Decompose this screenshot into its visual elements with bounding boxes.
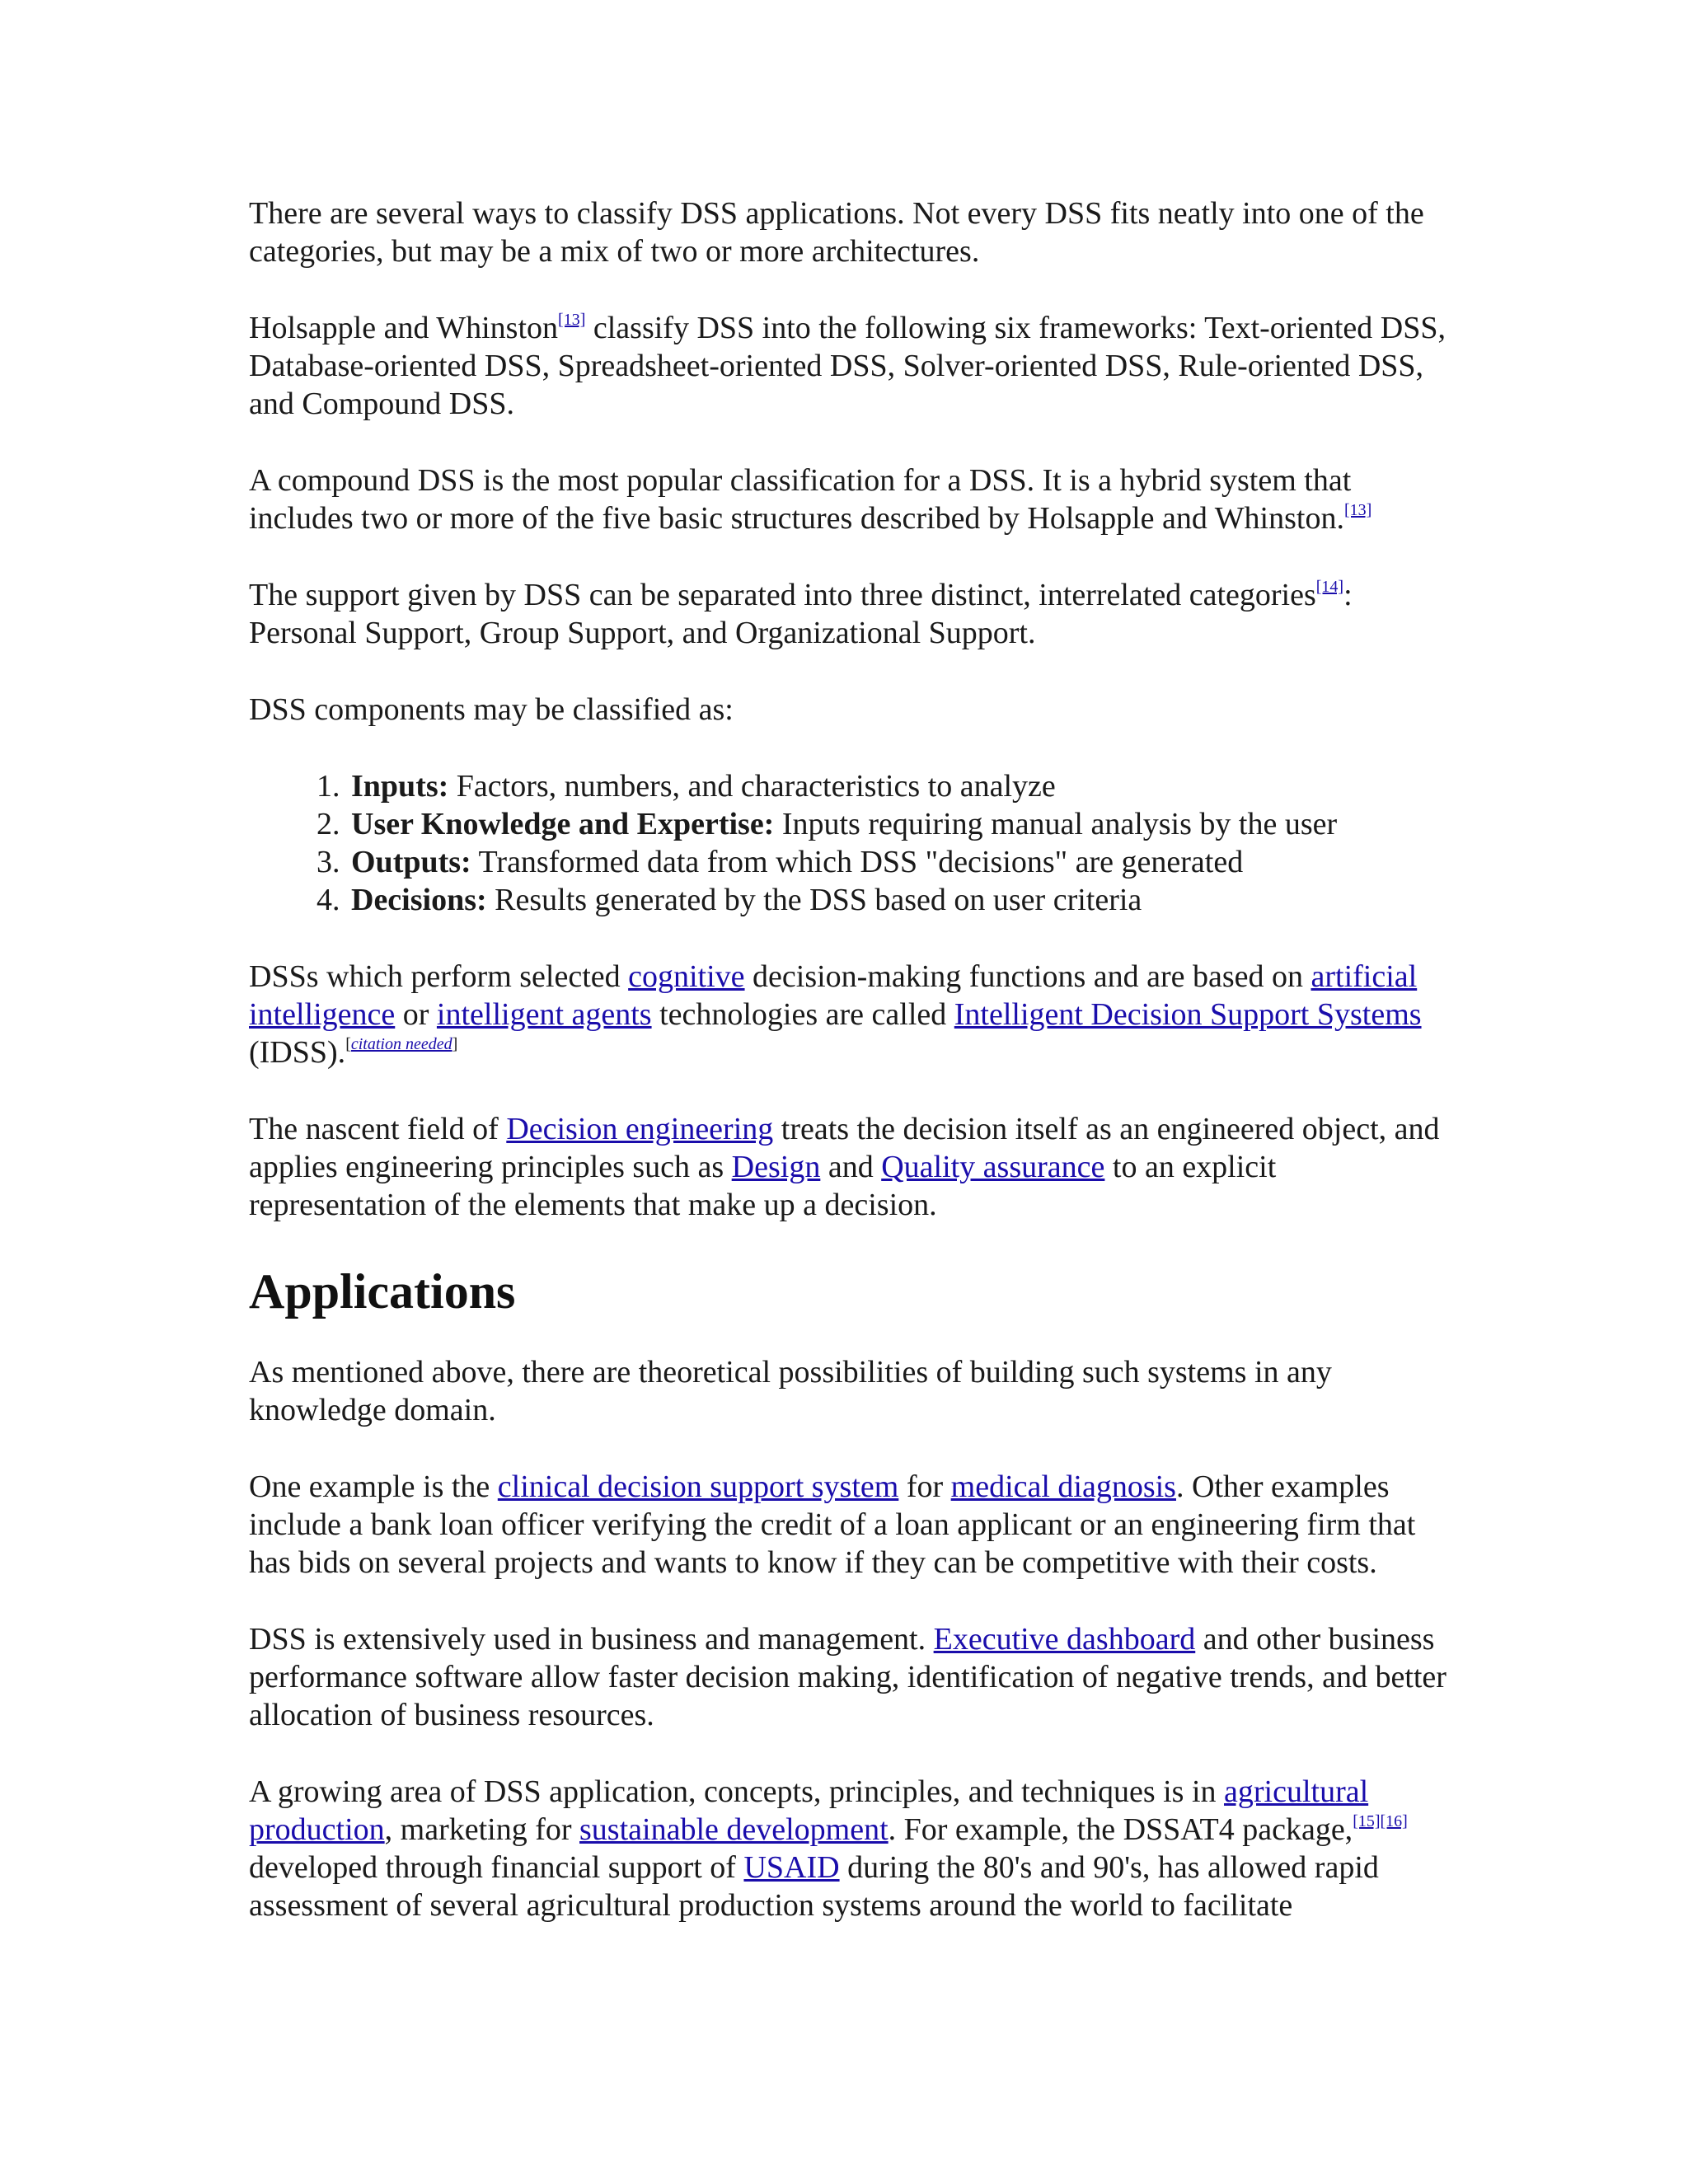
paragraph-frameworks [249,309,1452,423]
citation-ref-16[interactable] [1381,1812,1408,1830]
citation-bracket-open: [ [345,1035,351,1053]
paragraph-text: for [898,1469,951,1504]
paragraph-text: DSS components may be classified as: [249,692,734,727]
citation-bracket-close: ] [452,1035,458,1053]
paragraph-text: developed through financial support of [249,1850,744,1885]
paragraph-text: (IDSS). [249,1035,346,1070]
list-item [348,843,1452,881]
paragraph-text: during the 80's and 90's, has allowed rapid assessment of several agricultural production systems around the world to facilitate [249,1850,1379,1923]
paragraph-text: The nascent field of [249,1112,507,1146]
paragraph-text: : Personal Support, Group Support, and Organizational Support. [249,578,1353,650]
paragraph-clinical-example [249,1468,1452,1582]
list-item [348,881,1452,919]
paragraph-text: One example is the [249,1469,498,1504]
paragraph-decision-engineering [249,1110,1452,1224]
paragraph-text: The support given by DSS can be separated into three distinct, interrelated categories [249,578,1316,612]
paragraph-text: A growing area of DSS application, concepts, principles, and techniques is in [249,1774,1225,1809]
citation-ref-13[interactable] [1344,501,1372,519]
link-cognitive[interactable]: cognitive [628,959,745,994]
link-medical-diagnosis[interactable]: medical diagnosis [950,1469,1176,1504]
paragraph-agriculture [249,1773,1452,1924]
link-usaid[interactable]: USAID [743,1850,840,1885]
list-item-desc: Factors, numbers, and characteristics to analyze [448,769,1056,804]
paragraph-text: As mentioned above, there are theoretical possibilities of building such systems in any knowledge domain. [249,1355,1332,1427]
paragraph-text: technologies are called [651,997,954,1032]
link-clinical-decision-support-system[interactable]: clinical decision support system [497,1469,899,1504]
link-executive-dashboard[interactable]: Executive dashboard [933,1622,1196,1657]
paragraph-idss [249,958,1452,1071]
citation-ref-14[interactable] [1316,578,1343,596]
section-heading-applications: Applications [249,1264,516,1319]
list-item-desc: Inputs requiring manual analysis by the user [774,807,1338,841]
paragraph-text: to an explicit representation of the elements that make up a decision. [249,1150,1277,1222]
citation-link[interactable]: [15] [1353,1812,1381,1830]
paragraph-text: Holsapple and Whinston [249,311,559,345]
list-item-term: User Knowledge and Expertise: [351,807,775,841]
citation-ref-13[interactable] [558,311,585,329]
paragraph-text: A compound DSS is the most popular classification for a DSS. It is a hybrid system that includes two or more of the five basic structures described by Holsapple and Whinston. [249,463,1352,536]
citation-needed-link[interactable]: citation needed [350,1035,452,1053]
list-item [348,805,1452,843]
paragraph-text: treats the decision itself as an engineered object, and applies engineering principles such as [249,1112,1440,1184]
paragraph-text: . Other examples include a bank loan officer verifying the credit of a loan applicant or an engineering firm that has bids on several projects and wants to know if they can be competitive with their costs. [249,1469,1416,1580]
paragraph-text: classify DSS into the following six frameworks: Text-oriented DSS, Database-oriented DSS, Spreadsheet-oriented DSS, Solver-oriented DSS, Rule-oriented DSS, and Compound DSS. [249,311,1447,421]
paragraph-text: . For example, the DSSAT4 package, [888,1812,1353,1847]
link-sustainable-development[interactable]: sustainable development [579,1812,889,1847]
list-item-term: Decisions: [351,883,487,917]
list-item [348,767,1452,805]
list-item-desc: Transformed data from which DSS "decisions" are generated [471,845,1244,879]
link-intelligent-agents[interactable]: intelligent agents [436,997,652,1032]
list-item-term: Outputs: [351,845,471,879]
paragraph-text: and other business performance software allow faster decision making, identification of negative trends, and better allocation of business resources. [249,1622,1447,1732]
paragraph-classification-intro [249,194,1452,270]
citation-link[interactable]: [13] [1343,501,1372,519]
link-intelligent-decision-support-systems[interactable]: Intelligent Decision Support Systems [954,997,1422,1032]
link-decision-engineering[interactable]: Decision engineering [506,1112,774,1146]
paragraph-text: and [820,1150,882,1184]
components-list [249,767,1452,919]
link-artificial-intelligence[interactable]: artificial intelligence [249,959,1418,1032]
paragraph-text: decision-making functions and are based on [744,959,1311,994]
link-quality-assurance[interactable]: Quality assurance [881,1150,1105,1184]
document-page [249,194,1452,1963]
citation-ref-15[interactable] [1353,1812,1380,1830]
paragraph-components-intro [249,691,1452,729]
citation-needed [345,1035,457,1053]
paragraph-text: , marketing for [384,1812,580,1847]
paragraph-text: DSSs which perform selected [249,959,629,994]
paragraph-support-categories [249,576,1452,652]
paragraph-business [249,1620,1452,1734]
paragraph-compound-dss [249,462,1452,537]
link-agricultural-production[interactable]: agricultural production [249,1774,1369,1847]
citation-link[interactable]: [16] [1380,1812,1408,1830]
paragraph-applications-intro [249,1353,1452,1429]
list-item-desc: Results generated by the DSS based on user criteria [486,883,1142,917]
citation-link[interactable]: [13] [558,311,586,329]
link-design[interactable]: Design [731,1150,821,1184]
citation-link[interactable]: [14] [1315,578,1344,596]
paragraph-text: DSS is extensively used in business and management. [249,1622,934,1657]
list-item-term: Inputs: [351,769,449,804]
paragraph-text: or [395,997,437,1032]
paragraph-text: There are several ways to classify DSS applications. Not every DSS fits neatly into one of the categories, but may be a mix of two or more architectures. [249,196,1424,269]
